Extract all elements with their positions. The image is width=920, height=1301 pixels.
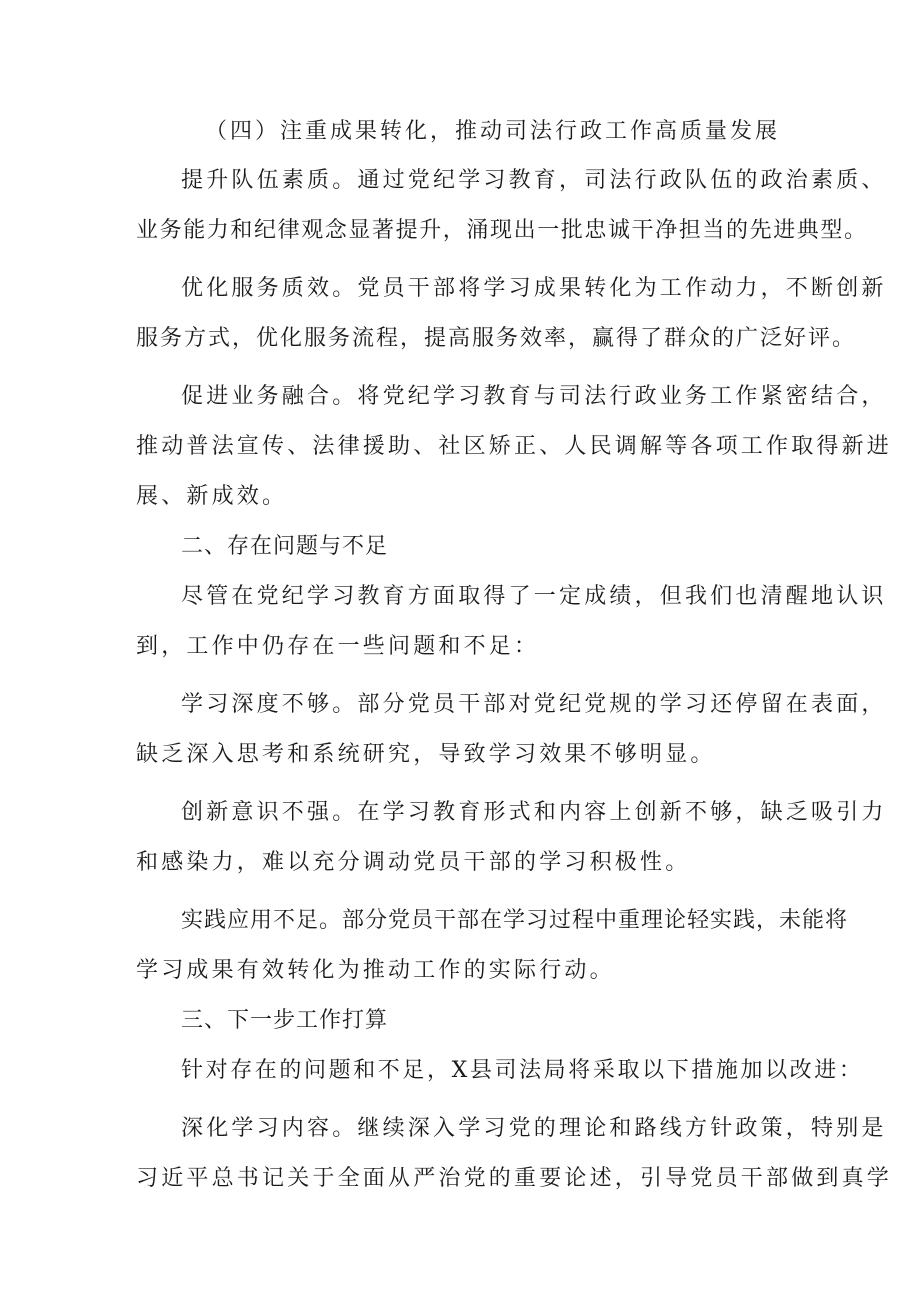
paragraph-line: 到，工作中仍存在一些问题和不足： [136,634,540,659]
paragraph-line: 针对存在的问题和不足，X县司法局将采取以下措施加以改进： [181,1058,864,1083]
paragraph-line: 优化服务质效。党员干部将学习成果转化为工作动力，不断创新 [181,276,887,301]
paragraph-line: 尽管在党纪学习教育方面取得了一定成绩，但我们也清醒地认识 [181,584,887,609]
paragraph-line: 和感染力，难以充分调动党员干部的学习积极性。 [136,850,691,875]
paragraph-line: 缺乏深入思考和系统研究，导致学习效果不够明显。 [136,742,716,767]
paragraph-line: 业务能力和纪律观念显著提升，涌现出一批忠诚干净担当的先进典型。 [136,218,868,243]
paragraph-line: 提升队伍素质。通过党纪学习教育，司法行政队伍的政治素质、 [181,168,887,193]
paragraph-line: 学习成果有效转化为推动工作的实际行动。 [136,958,615,983]
paragraph-line: 深化学习内容。继续深入学习党的理论和路线方针政策，特别是 [181,1116,887,1141]
section-3-heading: 三、下一步工作打算 [181,1008,389,1033]
section-4-heading: （四）注重成果转化，推动司法行政工作高质量发展 [205,119,781,144]
paragraph-line: 学习深度不够。部分党员干部对党纪党规的学习还停留在表面， [181,692,887,717]
paragraph-line: 服务方式，优化服务流程，提高服务效率，赢得了群众的广泛好评。 [136,326,857,351]
paragraph-line: 推动普法宣传、法律援助、社区矫正、人民调解等各项工作取得新进 [136,434,893,459]
section-2-heading: 二、存在问题与不足 [181,534,389,559]
paragraph-line: 习近平总书记关于全面从严治党的重要论述，引导党员干部做到真学 [136,1166,893,1191]
paragraph-line: 展、新成效。 [136,484,288,509]
paragraph-line: 促进业务融合。将党纪学习教育与司法行政业务工作紧密结合， [181,384,887,409]
paragraph-line: 实践应用不足。部分党员干部在学习过程中重理论轻实践，未能将 [181,908,849,933]
paragraph-line: 创新意识不强。在学习教育形式和内容上创新不够，缺乏吸引力 [181,800,887,825]
